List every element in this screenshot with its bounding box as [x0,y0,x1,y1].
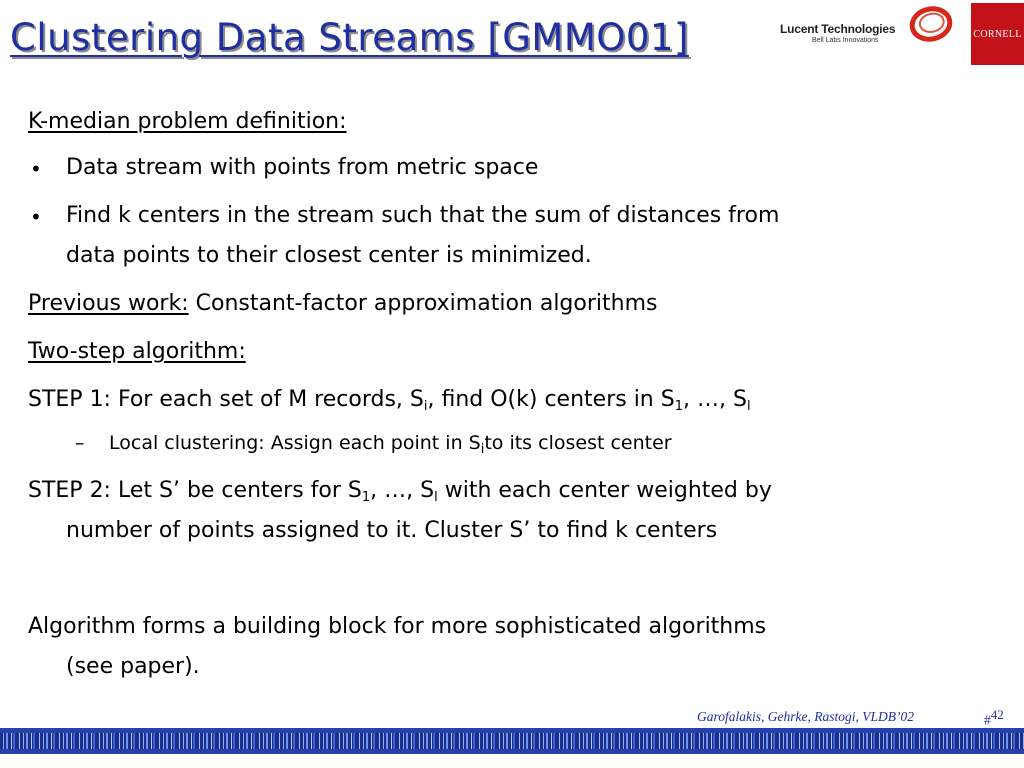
previous-work-label: Previous work: [28,291,189,316]
page-prefix: # [984,712,991,728]
footer-bar [0,728,1024,754]
step2-continuation: number of points assigned to it. Cluster S’ to find k centers [66,518,718,543]
previous-work-text: Constant-factor approximation algorithms [188,291,658,316]
footer-citation: Garofalakis, Gehrke, Rastogi, VLDB’02 [697,709,914,724]
lucent-ring-icon [906,4,956,44]
page-number [984,707,1004,729]
step2-text: STEP 2: Let S’ be centers for S [28,478,362,503]
lucent-name: Lucent Technologies [780,22,896,36]
step1-text: , …, S [683,387,747,412]
subscript: 1 [674,399,683,414]
algorithm-note: Algorithm forms a building block for more sophisticated algorithms [28,614,767,639]
algorithm-note-continuation: (see paper). [66,654,200,679]
bullet-marker: • [30,157,42,181]
subscript: l [434,490,438,505]
page-number-value: 42 [990,707,1004,722]
subscript: l [746,399,751,414]
subscript: i [480,442,485,457]
bullet-item: Data stream with points from metric space [66,155,539,180]
two-step-heading: Two-step algorithm: [28,339,246,364]
sub-bullet-item [109,432,672,457]
step2-line [28,478,772,503]
lucent-tagline: Bell Labs Innovations [812,37,879,44]
step2-text: , …, S [370,478,435,503]
bullet-item: Find k centers in the stream such that the sum of distances from [66,203,780,228]
sub-bullet-text: to its closest center [484,432,672,454]
step2-text: with each center weighted by [437,478,772,503]
step1-text: , find O(k) centers in S [427,387,675,412]
bullet-marker: • [30,205,42,229]
subscript: i [423,399,428,414]
sub-bullet-text: Local clustering: Assign each point in S [109,432,481,454]
bullet-item-continuation: data points to their closest center is minimized. [66,243,592,268]
previous-work-line [28,291,657,316]
footer-bar-pattern [0,733,1024,749]
subscript: 1 [361,490,371,505]
kmedian-heading: K-median problem definition: [28,109,347,134]
cornell-logo: CORNELL [971,3,1024,65]
step1-line [28,387,751,412]
step1-text: STEP 1: For each set of M records, S [28,387,424,412]
slide-title: Clustering Data Streams [GMMO01] [10,16,689,59]
sub-bullet-marker: – [75,432,85,454]
lucent-logo [780,22,904,44]
